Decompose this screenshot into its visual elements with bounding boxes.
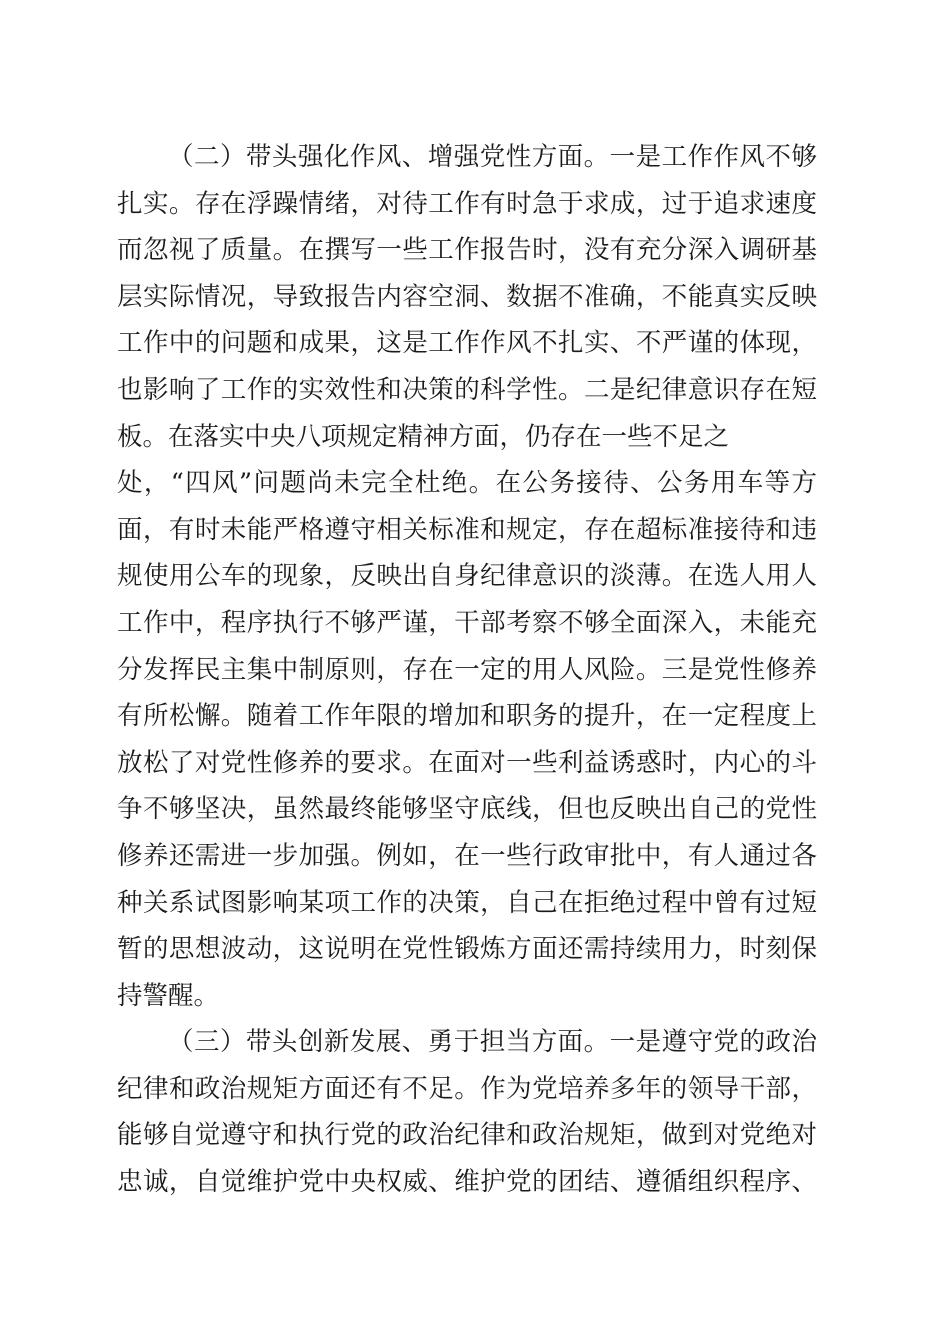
- text-line: 层实际情况，导致报告内容空洞、数据不准确，不能真实反映: [117, 281, 817, 312]
- text-line: 忠诚，自觉维护党中央权威、维护党的团结、遵循组织程序、: [117, 1167, 817, 1198]
- text-line: 放松了对党性修养的要求。在面对一些利益诱惑时，内心的斗: [117, 747, 817, 778]
- text-line: 纪律和政治规矩方面还有不足。作为党培养多年的领导干部，: [117, 1073, 817, 1104]
- text-line: 规使用公车的现象，反映出自身纪律意识的淡薄。在选人用人: [117, 561, 817, 592]
- text-line: 工作中，程序执行不够严谨，干部考察不够全面深入，未能充: [117, 607, 817, 638]
- text-line: 暂的思想波动，这说明在党性锻炼方面还需持续用力，时刻保: [117, 934, 817, 965]
- text-line: （二）带头强化作风、增强党性方面。一是工作作风不够: [168, 142, 817, 172]
- text-line: 修养还需进一步加强。例如，在一些行政审批中，有人通过各: [117, 840, 817, 871]
- text-line: 能够自觉遵守和执行党的政治纪律和政治规矩，做到对党绝对: [117, 1120, 817, 1151]
- text-line: 争不够坚决，虽然最终能够坚守底线，但也反映出自己的党性: [117, 794, 817, 825]
- paragraph-work-style: [117, 134, 817, 1019]
- paragraph-innovation: [117, 1019, 817, 1205]
- document-body: [117, 134, 817, 1206]
- text-line: 面，有时未能严格遵守相关标准和规定，存在超标准接待和违: [117, 514, 817, 545]
- text-line: 而忽视了质量。在撰写一些工作报告时，没有充分深入调研基: [117, 235, 817, 266]
- text-line: 种关系试图影响某项工作的决策，自己在拒绝过程中曾有过短: [117, 887, 817, 918]
- text-line: 工作中的问题和成果，这是工作作风不扎实、不严谨的体现，: [117, 328, 817, 359]
- text-line: 有所松懈。随着工作年限的增加和职务的提升，在一定程度上: [117, 701, 817, 732]
- text-line: 也影响了工作的实效性和决策的科学性。二是纪律意识存在短: [117, 374, 817, 405]
- text-line: 板。在落实中央八项规定精神方面，仍存在一些不足之: [117, 421, 730, 452]
- text-line: 扎实。存在浮躁情绪，对待工作有时急于求成，过于追求速度: [117, 188, 817, 219]
- text-line: 持警醒。: [117, 980, 220, 1011]
- text-line: 分发挥民主集中制原则，存在一定的用人风险。三是党性修养: [117, 654, 817, 685]
- text-line: （三）带头创新发展、勇于担当方面。一是遵守党的政治: [168, 1027, 817, 1058]
- text-line: 处，“四风”问题尚未完全杜绝。在公务接待、公务用车等方: [117, 468, 817, 499]
